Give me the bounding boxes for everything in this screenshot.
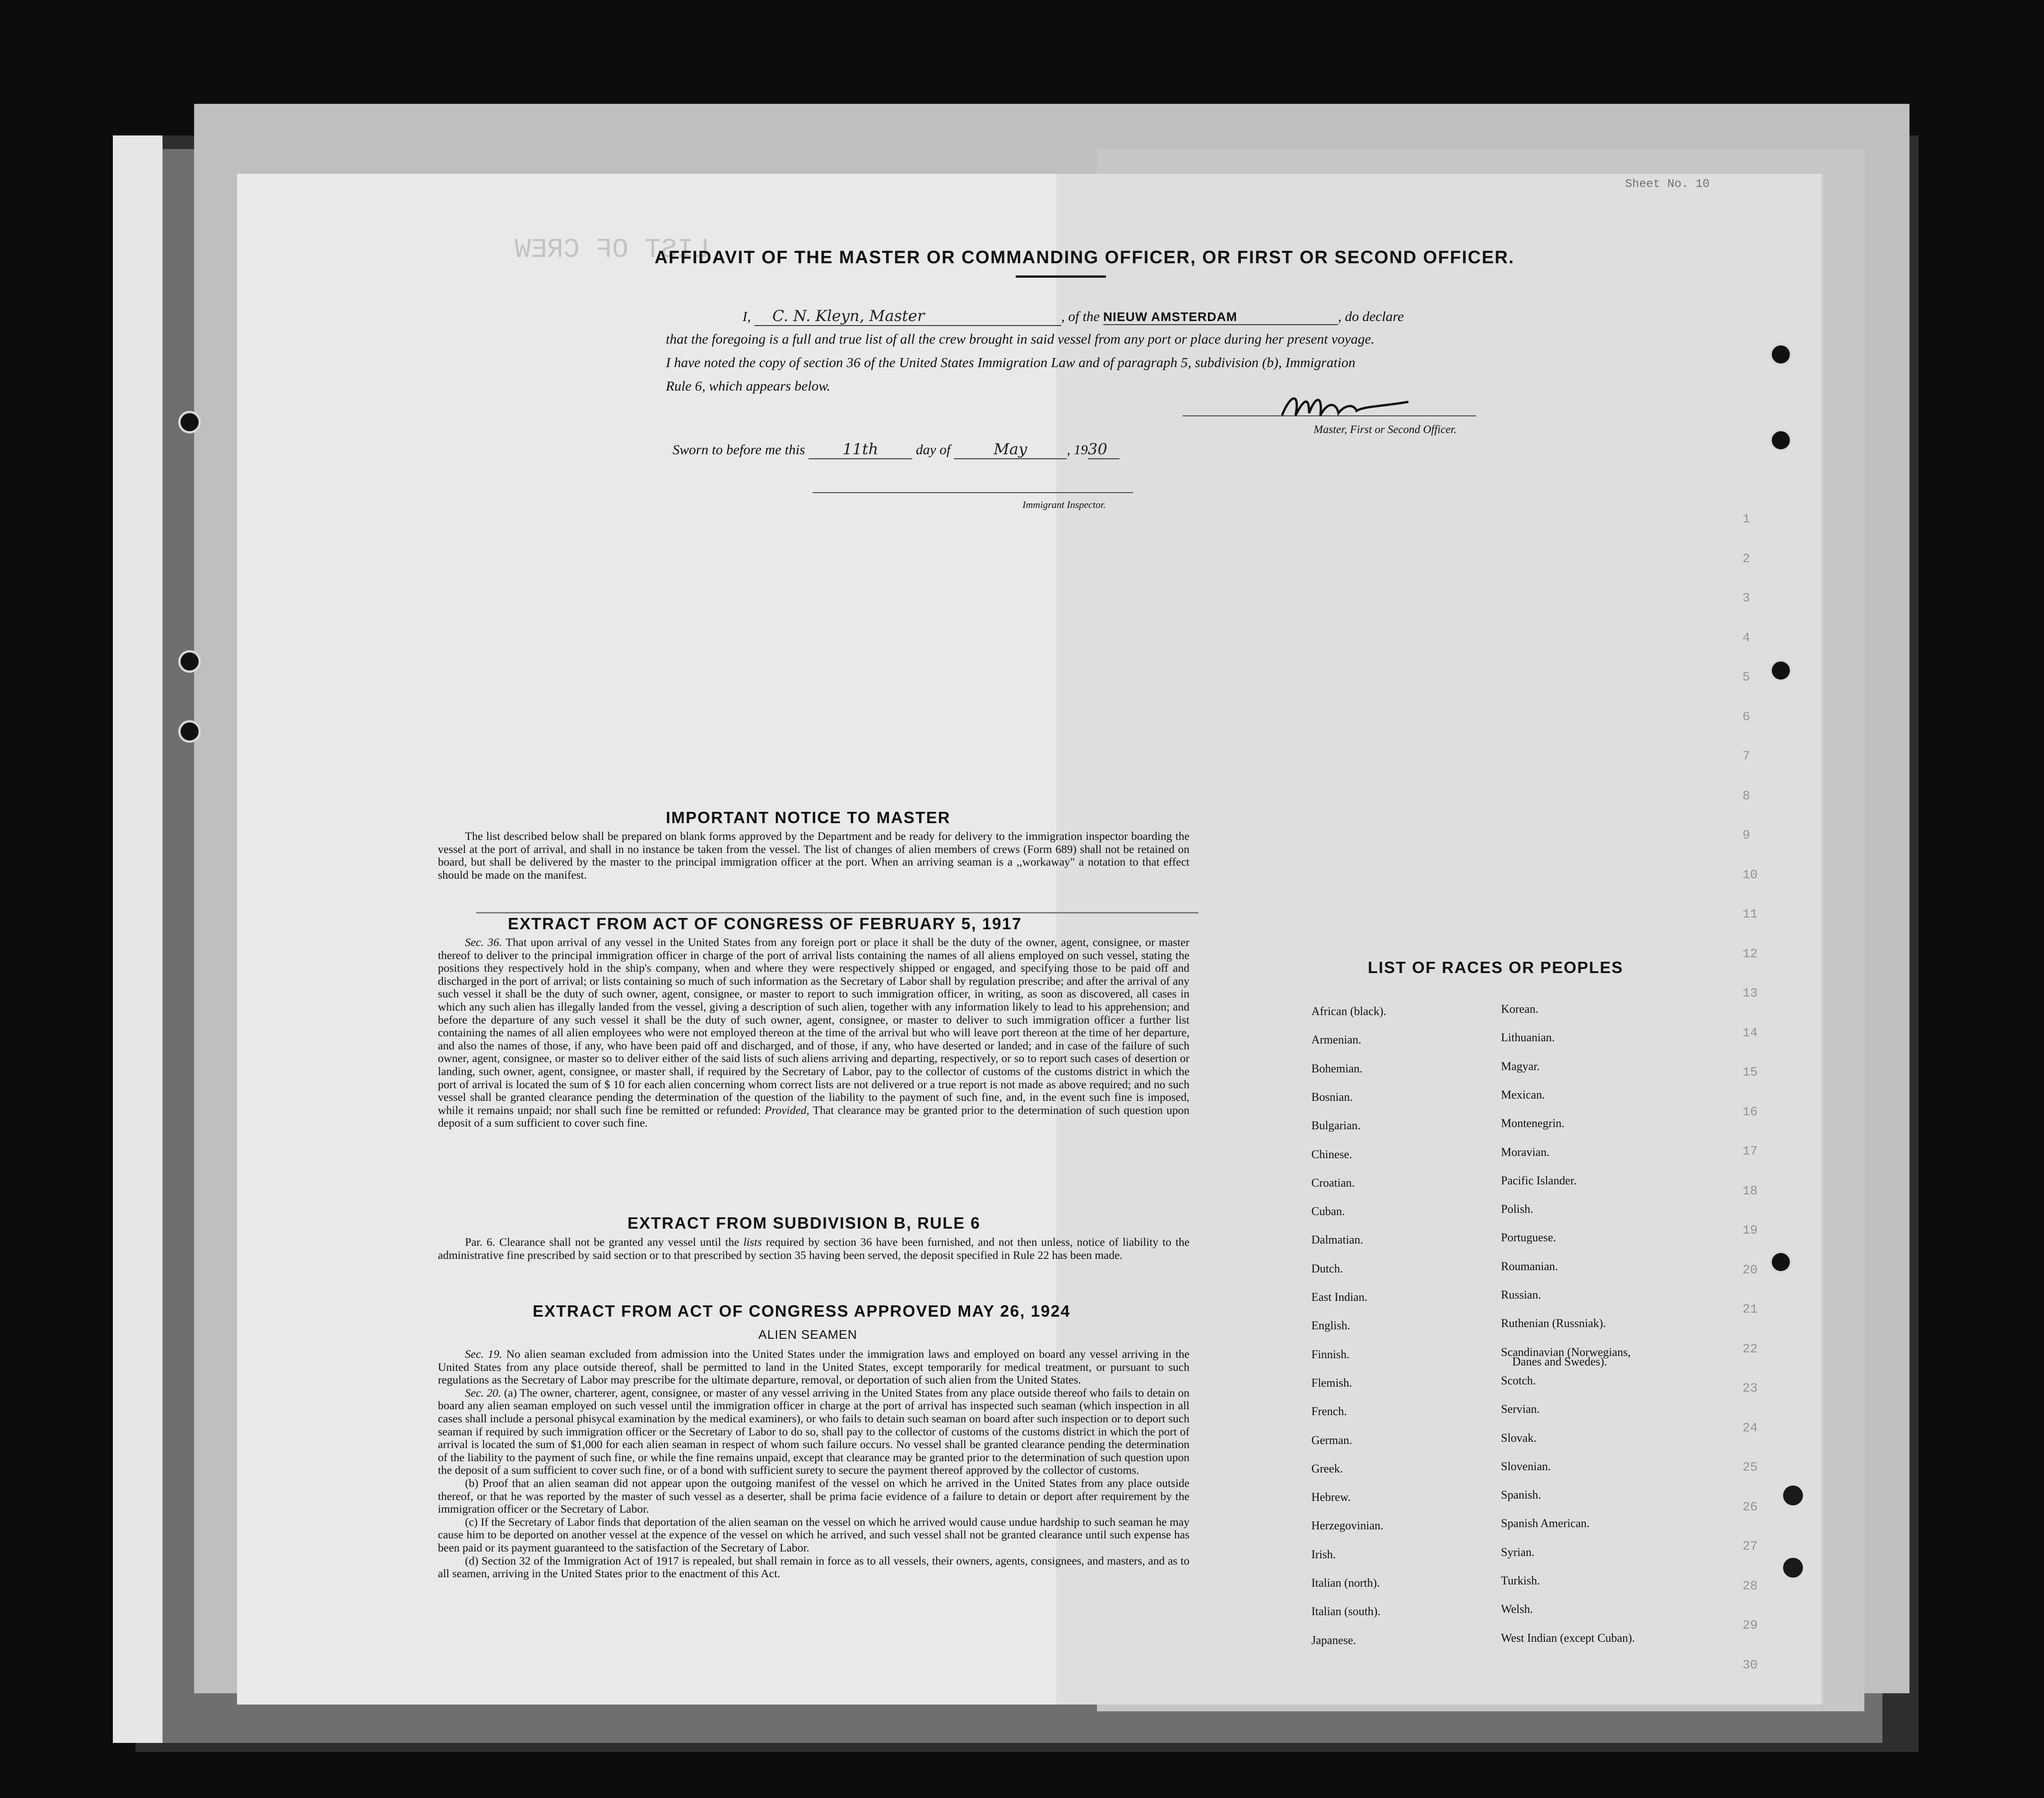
sec-20-label: Sec. 20. [465, 1386, 502, 1399]
master-name-handwritten: C. N. Kleyn, Master [754, 307, 1061, 326]
sec-20d-paragraph: (d) Section 32 of the Immigration Act of 1917 is repealed, but shall remain in force as to all vessels, their owners, agents, consignees, and masters, and as to all seamen, arriving in the United States prior to the enactment of this Act. [438, 1554, 1189, 1580]
race-item: Magyar. [1501, 1059, 1540, 1073]
race-item: Bohemian. [1311, 1062, 1363, 1075]
race-item: Cuban. [1311, 1205, 1345, 1218]
race-item: Spanish. [1501, 1488, 1541, 1502]
race-item: Scandinavian (Norwegians, [1501, 1345, 1631, 1359]
race-item: Bulgarian. [1311, 1119, 1361, 1132]
sec-20b-paragraph: (b) Proof that an alien seaman did not appear upon the outgoing manifest of the vessel on which he arrived in the United States from any place outside thereof, or that he was reported by the master of such vessel as a deserter, shall be prima facie evidence of a failure to detain or deport after requirement by the immigration officer or the Secretary of Labor. [438, 1476, 1189, 1516]
crew-row-number: 7 [1742, 750, 1750, 764]
race-item: Roumanian. [1501, 1259, 1558, 1273]
binder-hole-icon [178, 650, 201, 673]
race-item: Finnish. [1311, 1347, 1350, 1361]
crew-row-number: 6 [1742, 710, 1750, 724]
race-item: Korean. [1501, 1002, 1539, 1015]
race-item: Portuguese. [1501, 1231, 1556, 1244]
crew-row-number: 3 [1742, 592, 1750, 606]
crew-row-number: 29 [1742, 1619, 1758, 1633]
list-header-bleed: LIST OF CREW [515, 235, 710, 266]
section-divider [476, 912, 1199, 913]
race-item: Armenian. [1311, 1033, 1361, 1047]
race-item: Montenegrin. [1501, 1117, 1565, 1130]
sec-19-label: Sec. 19. [465, 1347, 502, 1360]
race-item: Italian (south). [1311, 1605, 1381, 1618]
crew-row-number: 24 [1742, 1421, 1758, 1435]
rule-6-lists: lists [743, 1235, 762, 1248]
race-item: Turkish. [1501, 1574, 1540, 1587]
crew-row-number: 11 [1742, 908, 1758, 922]
crew-row-number: 1 [1742, 512, 1750, 526]
rule-6-paragraph [438, 1236, 1189, 1262]
signature-title: Master, First or Second Officer. [1314, 424, 1457, 436]
sec-20a-paragraph [438, 1387, 1189, 1477]
crew-row-number: 13 [1742, 987, 1758, 1001]
sworn-year-handwritten: 30 [1088, 440, 1120, 459]
race-item: Moravian. [1501, 1145, 1550, 1159]
alien-seamen-subtitle: ALIEN SEAMEN [758, 1328, 857, 1342]
crew-row-number: 14 [1742, 1026, 1758, 1040]
sec-20c-paragraph: (c) If the Secretary of Labor finds that deportation of the alien seaman on the vessel on which he arrived would cause undue hardship to such seaman he may cause him to be deported on another vessel at the expence of the vessel on which he arrived, and such vessel shall not be granted clearance until such expense has been paid or its payment guaranteed to the satisfaction of the Secretary of Labor. [438, 1515, 1189, 1554]
race-item: East Indian. [1311, 1290, 1368, 1304]
declaration-line-1 [743, 307, 1404, 326]
crew-row-number: 20 [1742, 1263, 1758, 1277]
crew-row-number: 25 [1742, 1461, 1758, 1475]
crew-row-number: 5 [1742, 671, 1750, 685]
race-item: Irish. [1311, 1547, 1336, 1561]
race-item: Welsh. [1501, 1602, 1533, 1616]
race-item: Scotch. [1501, 1374, 1536, 1387]
crew-row-number: 16 [1742, 1105, 1758, 1119]
race-item: Italian (north). [1311, 1576, 1380, 1589]
crew-row-number: 18 [1742, 1184, 1758, 1198]
race-item: Syrian. [1501, 1545, 1535, 1559]
crew-row-number: 2 [1742, 552, 1750, 566]
binder-hole-icon [178, 720, 201, 743]
race-item: Dutch. [1311, 1262, 1343, 1275]
race-item: Polish. [1501, 1202, 1533, 1216]
punch-hole-icon [1783, 1486, 1803, 1505]
race-item: Hebrew. [1311, 1491, 1351, 1504]
sworn-day-handwritten: 11th [808, 440, 912, 459]
sheet-number: Sheet No. 10 [1625, 177, 1710, 191]
rule-6-text-a: Par. 6. Clearance shall not be granted any vessel until the [465, 1235, 739, 1248]
crew-row-number: 22 [1742, 1342, 1758, 1356]
rule-6-title: EXTRACT FROM SUBDIVISION B, RULE 6 [627, 1214, 981, 1232]
binder-spine-paper [113, 135, 163, 1743]
inspector-signature-line [813, 492, 1133, 493]
declare-label: , do declare [1338, 308, 1404, 324]
binder-hole-icon [1770, 343, 1792, 366]
binder-hole-icon [178, 411, 201, 433]
crew-row-number: 9 [1742, 829, 1750, 843]
title-rule [1016, 275, 1106, 278]
sworn-month-handwritten: May [954, 440, 1067, 459]
races-title: LIST OF RACES OR PEOPLES [1368, 958, 1624, 977]
master-signature-icon [1278, 388, 1417, 424]
rule-6-text-b: required by section 36 have been furnished, and not then unless, notice of liability to the administrative fine prescribed by said section or to that prescribed by section 35 having been served, the deposit specified in Rule 22 has been made. [438, 1235, 1190, 1262]
race-item: Servian. [1501, 1402, 1540, 1416]
of-the-label: , of the [1061, 308, 1100, 324]
crew-row-number: 21 [1742, 1303, 1758, 1317]
sec-20a-text: (a) The owner, charterer, agent, consignee, or master of any vessel arriving in the United States from any place outside thereof who fails to detain on board any alien seaman employed on such vessel until the immigration officer in charge at the port of arrival has inspected such seaman (which inspection in all cases shall include a personal phisycal examination by the medical examiners), or who fails to detain such seaman on board after such inspection or to deport such seaman if required by such immigration officer or the Secretary of Labor to do so, shall pay to the collector of customs of the customs district in which the port of arrival is located the sum of $1,000 for each alien seaman in respect of whom such failure occurs. No vessel shall be granted clearance pending the determination of the liability to the payment of such fine, or while the fine remains unpaid, except that clearance may be granted prior to the determination of such question upon the deposit of a sum sufficient to cover such fine, or of a bond with sufficient surety to secure the payment thereof approved by the collector of customs. [438, 1386, 1190, 1477]
sworn-line [673, 440, 1120, 459]
race-item: French. [1311, 1405, 1347, 1418]
race-item: Chinese. [1311, 1147, 1352, 1161]
punch-hole-icon [1783, 1558, 1803, 1578]
immigrant-inspector-label: Immigrant Inspector. [1022, 499, 1106, 510]
pronoun-i: I, [743, 308, 751, 324]
binder-hole-icon [1770, 659, 1792, 682]
race-item: Herzegovinian. [1311, 1519, 1384, 1532]
binder-hole-icon [1770, 429, 1792, 452]
crew-row-number: 4 [1742, 631, 1750, 645]
race-item: Spanish American. [1501, 1517, 1590, 1530]
race-item: Lithuanian. [1501, 1031, 1555, 1044]
race-item: West Indian (except Cuban). [1501, 1631, 1635, 1644]
vessel-name-stamp: NIEUW AMSTERDAM [1103, 310, 1338, 325]
crew-row-number: 8 [1742, 789, 1750, 803]
race-scandinavian-continued: Danes and Swedes). [1512, 1355, 1607, 1368]
race-item: Ruthenian (Russniak). [1501, 1317, 1606, 1330]
year-prefix: , 19 [1067, 442, 1088, 457]
race-item: Slovak. [1501, 1431, 1537, 1444]
notice-paragraph: The list described below shall be prepared on blank forms approved by the Department and be ready for delivery to the immigration inspector boarding the vessel at the port of arrival, and shall in no instance be taken from the vessel. The list of changes of alien members of crews (Form 689) shall not be retained on board, but shall be delivered by the master to the principal immigration officer at the port. When an arriving seaman is a ,,workaway" a notation to that effect should be made on the manifest. [438, 829, 1189, 881]
day-of-label: day of [915, 442, 951, 457]
race-item: African (black). [1311, 1005, 1387, 1018]
crew-row-number: 17 [1742, 1145, 1758, 1159]
affidavit-title: AFFIDAVIT OF THE MASTER OR COMMANDING OFFICER, OR FIRST OR SECOND OFFICER. [655, 247, 1514, 267]
race-item: Dalmatian. [1311, 1233, 1363, 1247]
declaration-line-4: Rule 6, which appears below. [666, 378, 831, 394]
sec-36-label: Sec. 36. [465, 936, 502, 949]
crew-row-number: 12 [1742, 947, 1758, 961]
race-item: Flemish. [1311, 1376, 1352, 1389]
crew-row-number: 19 [1742, 1224, 1758, 1238]
crew-row-number: 30 [1742, 1658, 1758, 1672]
race-item: Pacific Islander. [1501, 1174, 1577, 1187]
act-1917-title: EXTRACT FROM ACT OF CONGRESS OF FEBRUARY 5, 1917 [508, 914, 1022, 933]
crew-row-number: 27 [1742, 1540, 1758, 1554]
race-item: English. [1311, 1319, 1350, 1332]
race-item: Croatian. [1311, 1176, 1355, 1189]
crew-row-number: 15 [1742, 1066, 1758, 1080]
notice-title: IMPORTANT NOTICE TO MASTER [666, 808, 951, 827]
declaration-line-3: I have noted the copy of section 36 of the United States Immigration Law and of paragraph 5, subdivision (b), Immigration [666, 354, 1356, 370]
crew-row-number: 28 [1742, 1579, 1758, 1593]
declaration-line-2: that the foregoing is a full and true list of all the crew brought in said vessel from any port or place during her present voyage. [666, 331, 1375, 347]
race-item: Slovenian. [1501, 1459, 1551, 1473]
race-item: Japanese. [1311, 1633, 1356, 1647]
proviso-text: That clearance may be granted prior to the determination of such question upon deposit of a sum sufficient to cover such fine. [438, 1103, 1189, 1130]
crew-row-number: 23 [1742, 1382, 1758, 1396]
act-1917-section-36 [438, 936, 1189, 1130]
crew-row-number: 10 [1742, 868, 1758, 882]
race-item: Mexican. [1501, 1088, 1545, 1101]
sec-36-text: That upon arrival of any vessel in the United States from any foreign port or place it shall be the duty of the owner, agent, consignee, or master thereof to deliver to the principal immigration officer in charge of the port of arrival lists containing the names of all aliens employed on such vessel, stating the positions they respectively hold in the ship's company, when and where they were respectively shipped or engaged, and specifying those to be paid off and discharged in the port of arrival; or lists containing so much of such information as the Secretary of Labor shall by regulation prescribe; and after the arrival of any such vessel it shall be the duty of such owner, agent, consignee, or master to report to such immigration officer, in writing, as soon as discovered, all cases in which any such alien has illegally landed from the vessel, giving a description of such alien, together with any information likely to lead to his apprehension; and before the departure of any such vessel it shall be the duty of such owner, agent, consignee, or master to deliver to such immigration officer a further list containing the names of all alien employees who were not employed thereon at the time of the arrival but who will leave port thereon at the time of her departure, and also the names of those, if any, who have been paid off and discharged, and of those, if any, who have deserted or landed; and in case of the failure of such owner, agent, consignee, or master so to deliver either of the said lists of such aliens arriving and departing, respectively, or so to report such cases of desertion or landing, such owner, agent, consignee, or master shall, if required by the Secretary of Labor, pay to the collector of customs of the customs district in which the port of arrival is located the sum of $ 10 for each alien concerning whom correct lists are not delivered or a true report is not made as above required; and no such vessel shall be granted clearance pending the determination of the question of the liability to the payment of such fine, and, in the event such fine is imposed, while it remains unpaid; nor shall such fine be remitted or refunded: [438, 936, 1189, 1117]
race-item: Russian. [1501, 1288, 1541, 1301]
sworn-label: Sworn to before me this [673, 442, 805, 457]
sec-19-text: No alien seaman excluded from admission into the United States under the immigration laws and employed on board any vessel arriving in the United States from any place outside thereof, shall be permitted to land in the United States, except temporarily for medical treatment, or pursuant to such regulations as the Secretary of Labor may prescribe for the ultimate departure, removal, or deportation of such alien from the United States. [438, 1347, 1190, 1387]
race-item: Bosnian. [1311, 1090, 1353, 1104]
act-1924-title: EXTRACT FROM ACT OF CONGRESS APPROVED MAY 26, 1924 [533, 1302, 1071, 1320]
act-1924-body [438, 1348, 1189, 1580]
binder-hole-icon [1770, 1251, 1792, 1273]
race-item: German. [1311, 1433, 1352, 1447]
sec-19-paragraph [438, 1348, 1189, 1387]
provided-label: Provided, [764, 1103, 809, 1117]
race-item: Greek. [1311, 1462, 1343, 1475]
crew-row-number: 26 [1742, 1500, 1758, 1514]
